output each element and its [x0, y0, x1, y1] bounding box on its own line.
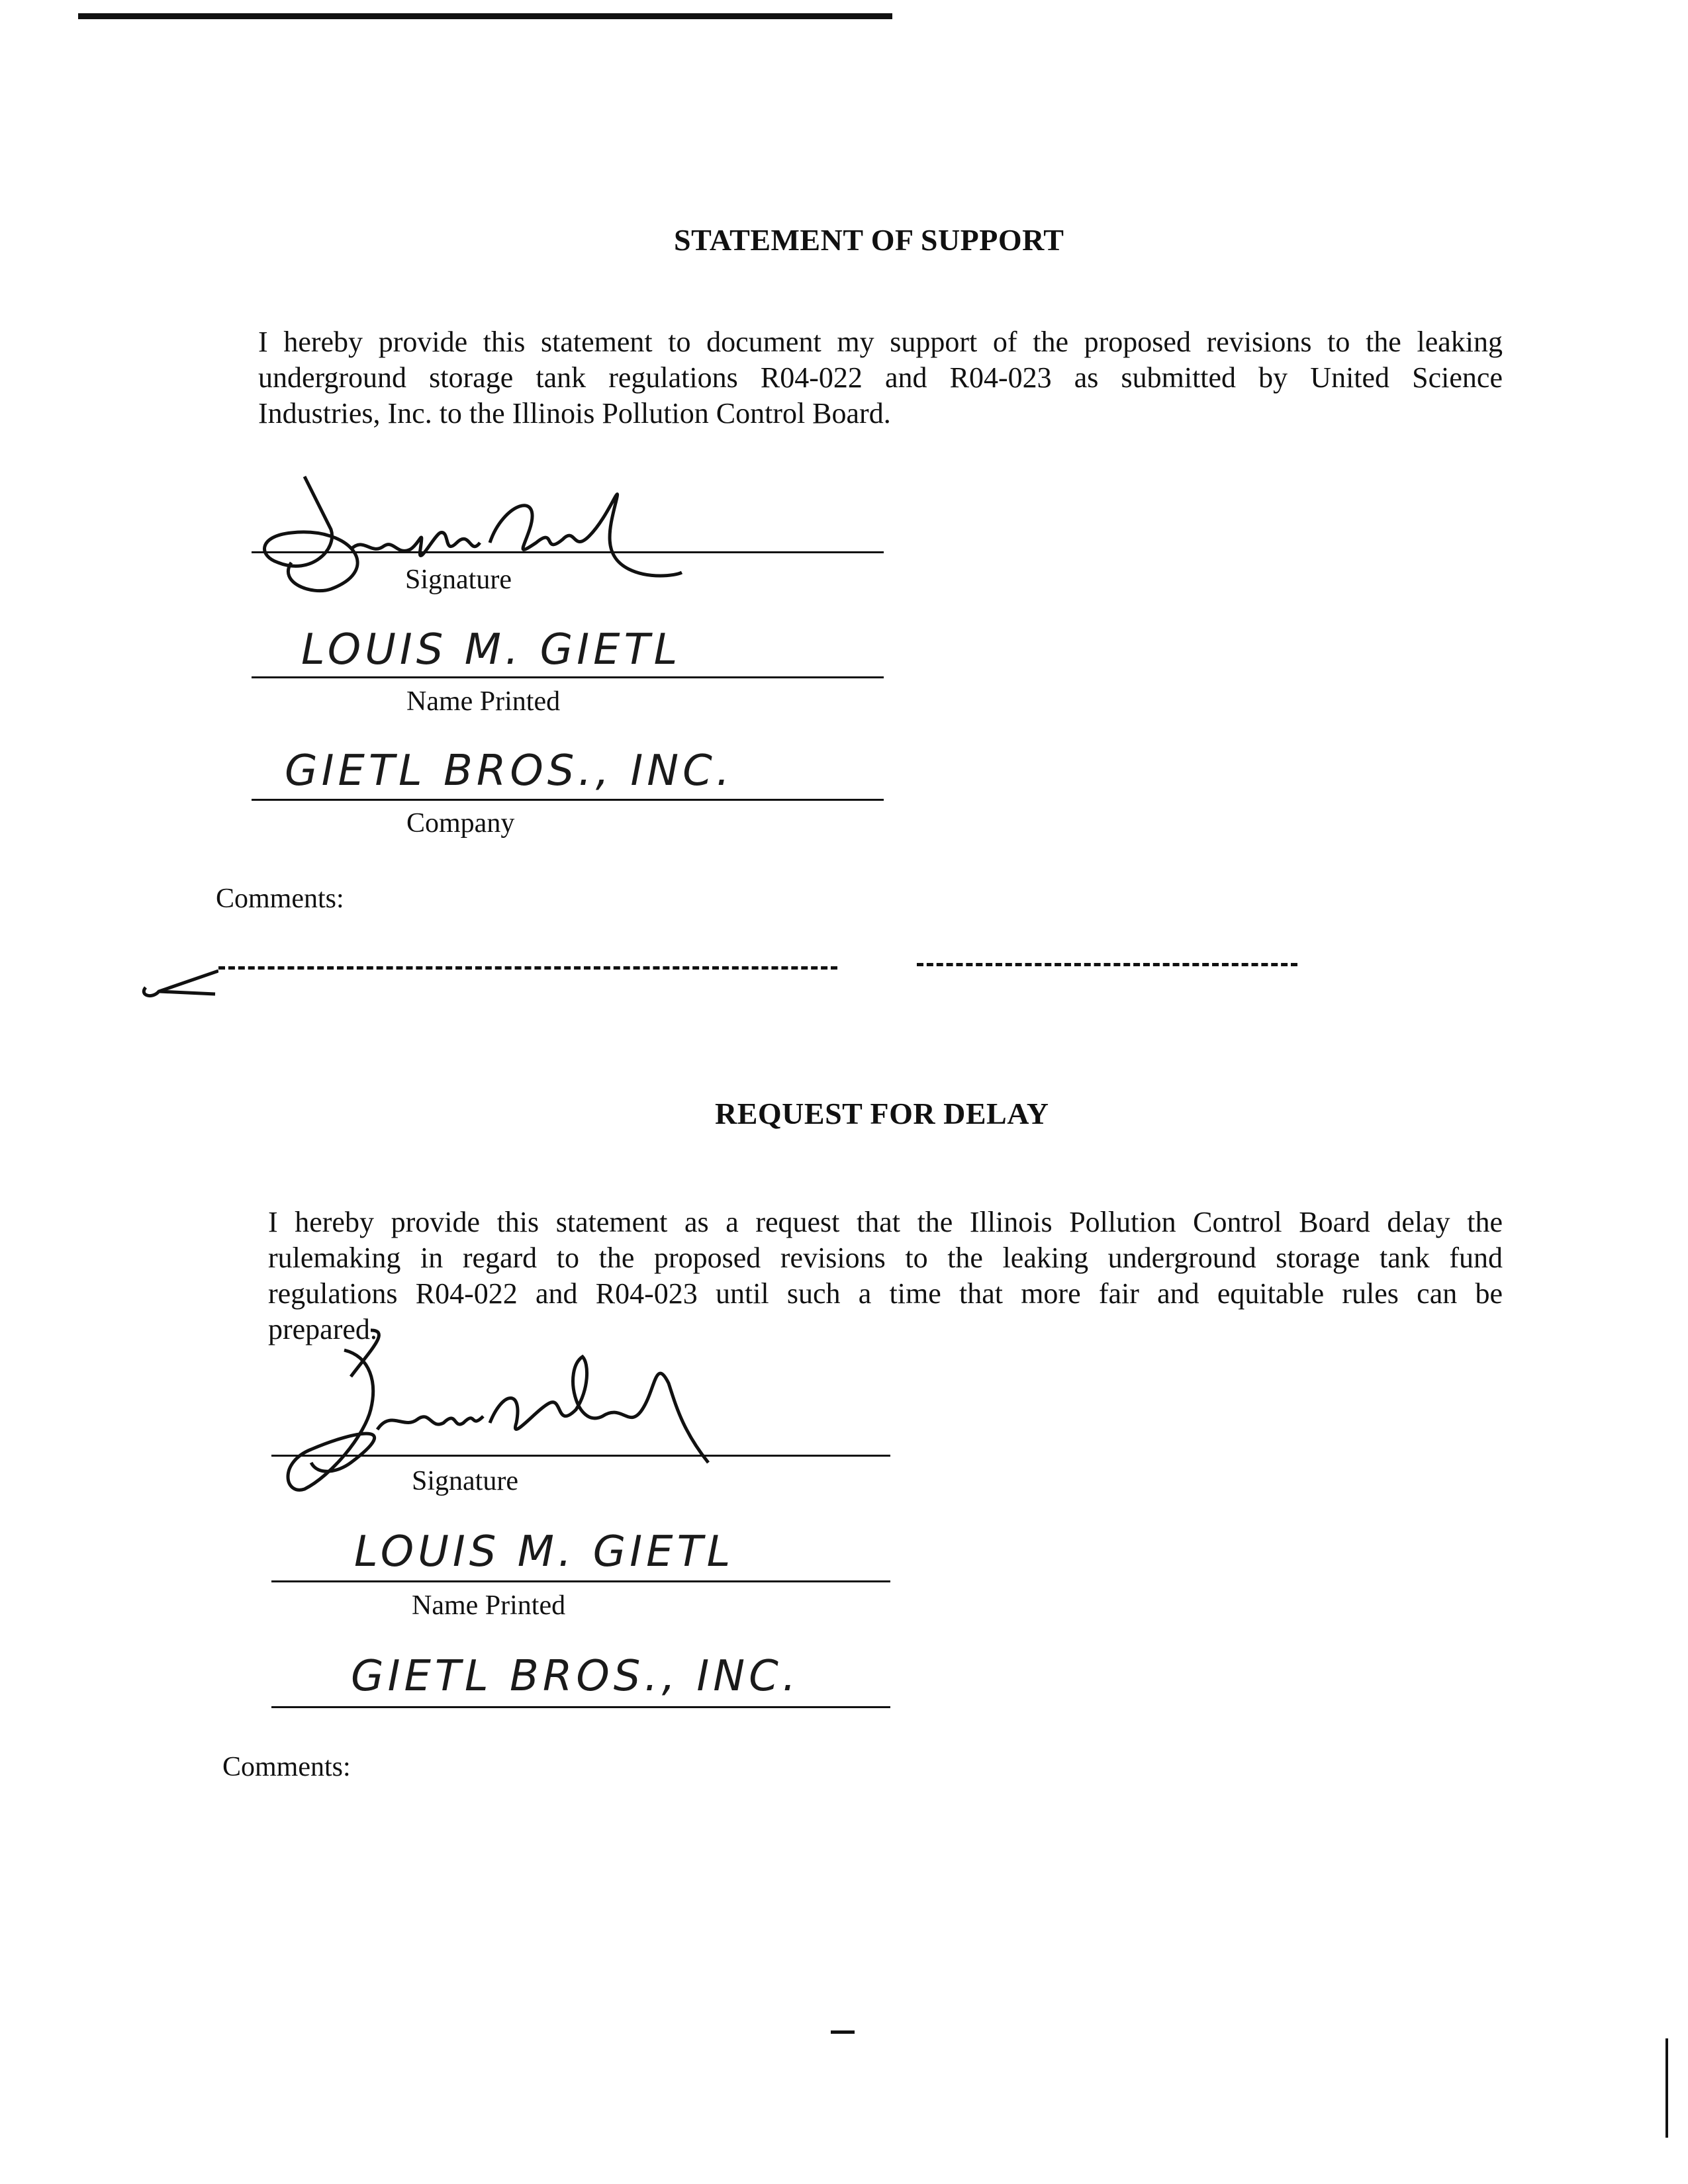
support-statement — [258, 324, 1503, 432]
support-heading: STATEMENT OF SUPPORT — [674, 223, 1064, 257]
support-line-3: Industries, Inc. to the Illinois Pollution Control Board. — [258, 397, 891, 430]
support-line-2: underground storage tank regulations R04-022 and R04-023 as submitted by United Science — [258, 361, 1503, 394]
delay-signature-line — [271, 1455, 890, 1457]
delay-line-2: rulemaking in regard to the proposed revisions to the leaking underground storage tank fund — [268, 1242, 1503, 1274]
support-signature-line — [252, 551, 884, 553]
cut-line-left — [218, 966, 837, 970]
delay-statement — [268, 1205, 1503, 1347]
delay-name-line — [271, 1580, 890, 1582]
right-edge-mark — [1665, 2038, 1668, 2138]
delay-comments-label: Comments: — [222, 1752, 351, 1782]
delay-signature-label: Signature — [412, 1466, 518, 1496]
support-name-line — [252, 676, 884, 678]
cut-line-right — [917, 963, 1297, 966]
top-edge-rule — [78, 13, 892, 19]
support-signature-label: Signature — [405, 565, 512, 595]
delay-line-4: prepared. — [268, 1313, 377, 1345]
delay-name-label: Name Printed — [412, 1590, 566, 1621]
support-company-label: Company — [406, 808, 515, 839]
delay-company-line — [271, 1706, 890, 1708]
delay-name-value: LOUIS M. GIETL — [354, 1527, 735, 1576]
support-line-1: I hereby provide this statement to document my support of the proposed revisions to the leaking — [258, 326, 1503, 358]
delay-line-3: regulations R04-022 and R04-023 until such a time that more fair and equitable rules can be — [268, 1277, 1503, 1310]
support-name-label: Name Printed — [406, 686, 561, 717]
delay-company-value: GIETL BROS., INC. — [351, 1652, 800, 1701]
support-company-value: GIETL BROS., INC. — [285, 747, 734, 796]
page-mark — [831, 2030, 855, 2034]
scissors-icon — [139, 968, 218, 1004]
delay-line-1: I hereby provide this statement as a request that the Illinois Pollution Control Board delay the — [268, 1206, 1503, 1238]
support-comments-label: Comments: — [216, 884, 344, 914]
support-name-value: LOUIS M. GIETL — [301, 625, 682, 674]
support-company-line — [252, 799, 884, 801]
delay-heading: REQUEST FOR DELAY — [715, 1097, 1049, 1130]
